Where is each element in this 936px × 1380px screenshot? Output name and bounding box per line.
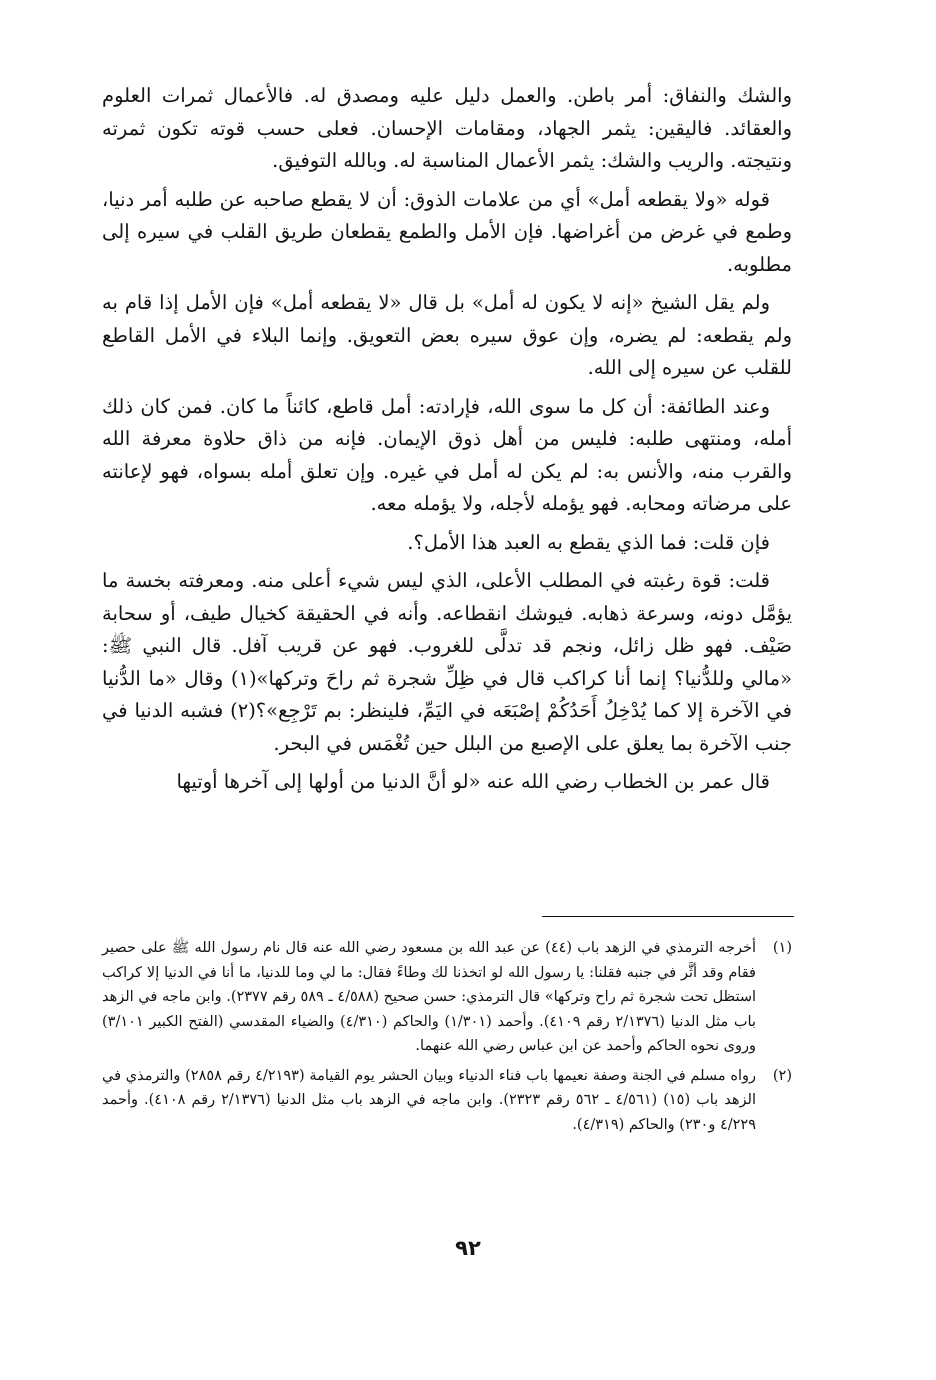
footnote-number: (١) bbox=[772, 940, 792, 956]
paragraph-4: وعند الطائفة: أن كل ما سوى الله، فإرادته: أمل قاطع، كائناً ما كان. فمن كان ذلك أمله، ومنتهى طلبه: فليس من أهل ذوق الإيمان. فإنه من ذاق حلاوة معرفة الله والقرب منه، والأنس به: لم يكن له أمل في غيره. وإن تعلق أمله بسواه، فهو لإعانته على مرضاته ومحابه. فهو يؤمله لأجله، ولا يؤمله معه. bbox=[102, 394, 792, 515]
paragraph-1: والشك والنفاق: أمر باطن. والعمل دليل عليه ومصدق له. فالأعمال ثمرات العلوم والعقائد. فاليقين: يثمر الجهاد، ومقامات الإحسان. فعلى حسب قوته تكون ثمرته ونتيجته. والريب والشك: يثمر الأعمال المناسبة له. وبالله التوفيق. bbox=[102, 84, 792, 172]
footnote-number: (٢) bbox=[772, 1067, 792, 1084]
page-number: ٩٢ bbox=[455, 1236, 481, 1260]
paragraph-2: قوله «ولا يقطعه أمل» أي من علامات الذوق: أن لا يقطع صاحبه عن طلبه أمر دنيا، وطمع في غرض من أغراضها. فإن الأمل والطمع يقطعان طريق القلب في سيره إلى مطلوبه. bbox=[102, 187, 792, 276]
footnotes bbox=[102, 936, 792, 1142]
paragraph-5: فإن قلت: فما الذي يقطع به العبد هذا الأمل؟. bbox=[407, 530, 770, 554]
footnote-separator bbox=[542, 916, 794, 917]
footnote-text: رواه مسلم في الجنة وصفة نعيمها باب فناء الدنياء وبيان الحشر يوم القيامة (٤/٢١٩٣ رقم ٢٨٥٨) والترمذي في الزهد باب (١٥) (٤/٥٦١ ـ ٥٦٢ رقم ٢٣٢٣). وابن ماجه في الزهد باب مثل الدنيا (٢/١٣٧٦ رقم ٤١٠٨). وأحمد ٤/٢٢٩ و٢٣٠) والحاكم (٤/٣١٩). bbox=[102, 1067, 756, 1133]
paragraph-6: قلت: قوة رغبته في المطلب الأعلى، الذي ليس شيء أعلى منه. ومعرفته بخسة ما يؤمَّل دونه، وسرعة ذهابه. فيوشك انقطاعه. وأنه في الحقيقة كخيال طيف، أو سحابة صَيْف. فهو ظل زائل، ونجم قد تدلَّى للغروب. فهو عن قريب آفل. قال النبي ﷺ: «مالي وللدُّنيا؟ إنما أنا كراكب قال في ظِلِّ شجرة ثم راحَ وتركها»(١) وقال «ما الدُّنيا في الآخرة إلا كما يُدْخِلُ أَحَدُكُمْ إصْبَعَه في اليَمِّ، فلينظر: بم تَرْجِع»؟(٢) فشبه الدنيا في جنب الآخرة بما يعلق على الإصبع من البلل حين تُغْمَس في البحر. bbox=[102, 569, 792, 755]
paragraph-7: قال عمر بن الخطاب رضي الله عنه «لو أنَّ الدنيا من أولها إلى آخرها أوتيها bbox=[176, 770, 770, 793]
paragraph-3: ولم يقل الشيخ «إنه لا يكون له أمل» بل قال «لا يقطعه أمل» فإن الأمل إذا قام به ولم يقطعه: لم يضره، وإن عوق سيره بعض التعويق. وإنما البلاء في الأمل القاطع للقلب عن سيره إلى الله. bbox=[102, 291, 792, 379]
footnote-1 bbox=[102, 936, 792, 1059]
footnote-2 bbox=[102, 1064, 792, 1138]
main-text bbox=[102, 80, 792, 805]
footnote-text: أخرجه الترمذي في الزهد باب (٤٤) عن عبد الله بن مسعود رضي الله عنه قال نام رسول الله ﷺ على حصير فقام وقد أثَّر في جنبه فقلنا: يا رسول الله لو اتخذنا لك وطاءً فقال: ما لي وما للدنيا، ما أنا في الدنيا إلا كراكب استظل تحت شجرة ثم راح وتركها» قال الترمذي: حسن صحيح (٤/٥٨٨ ـ ٥٨٩ رقم ٢٣٧٧). وابن ماجه في الزهد باب مثل الدنيا (٢/١٣٧٦ رقم ٤١٠٩). وأحمد (١/٣٠١) والحاكم (٤/٣١٠) والضياء المقدسي (الفتح الكبير ٣/١٠١) وروى نحوه الحاكم وأحمد عن ابن عباس رضي الله عنهما. bbox=[102, 940, 757, 1054]
